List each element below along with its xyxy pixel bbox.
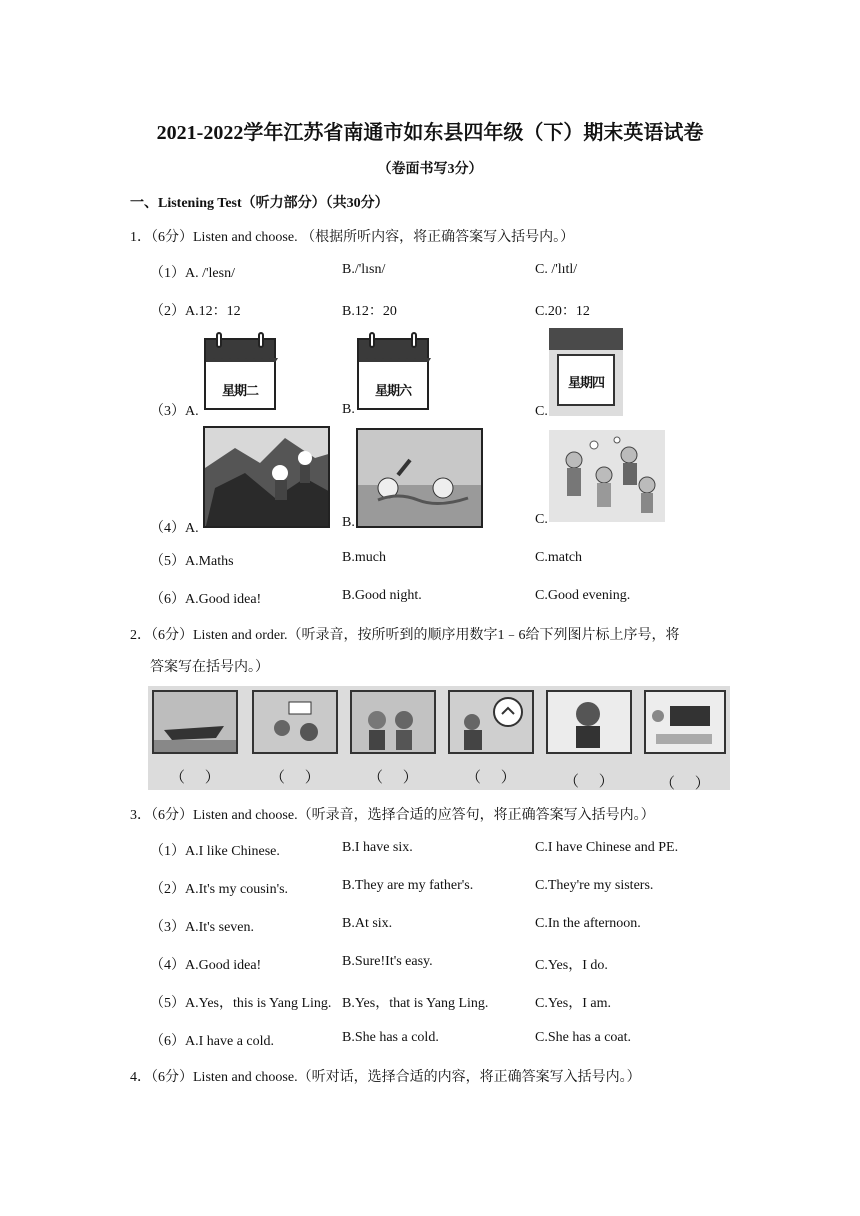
q3-row6-c: C.She has a coat.: [535, 1030, 632, 1045]
snowball-picture: [549, 430, 665, 522]
calendar-icon: [549, 328, 623, 416]
answer-blank[interactable]: （ ）: [270, 768, 320, 786]
q3-row1-c: C.I have Chinese and PE.: [535, 840, 679, 855]
q1-row3-b: B.: [342, 402, 355, 417]
question-1-heading: 1．（6分）Listen and choose. （根据所听内容，将正确答案写入括号内。）: [130, 230, 575, 245]
question-2-heading-cont: 答案写在括号内。）: [150, 660, 269, 675]
calendar-icon: [204, 338, 276, 410]
calendar-day-label: 星期二: [221, 384, 258, 399]
q3-row2-c: C.They're my sisters.: [535, 878, 654, 893]
classroom-picture: [644, 690, 726, 754]
q3-row3-a: （3）A.It's seven.: [150, 920, 255, 935]
section-heading: 一、Listening Test（听力部分）（共30分）: [130, 196, 389, 211]
q1-row4-a: （4）A.: [150, 521, 199, 536]
q1-row5-c: C.match: [535, 550, 583, 565]
question-4-heading: 4．（6分）Listen and choose.（听对话，选择合适的内容，将正确答案写入括号内。）: [130, 1070, 641, 1085]
q1-row1-b: B./'lısn/: [342, 262, 386, 277]
q3-row6-a: （6）A.I have a cold.: [150, 1034, 275, 1049]
friends-picture: [350, 690, 436, 754]
q1-row4-b: B.: [342, 515, 355, 530]
q3-row2-b: B.They are my father's.: [342, 878, 474, 893]
q3-row4-b: B.Sure!It's easy.: [342, 954, 433, 969]
page-subtitle: （卷面书写3分）: [377, 162, 483, 177]
boat-picture: [152, 690, 238, 754]
q1-row3-a: （3）A.: [150, 404, 199, 419]
q3-row3-c: C.In the afternoon.: [535, 916, 641, 931]
answer-blank[interactable]: （ ）: [660, 774, 710, 792]
question-3-heading: 3．（6分）Listen and choose.（听录音，选择合适的应答句，将正确答案写入括号内。）: [130, 808, 655, 823]
q3-row4-c: C.Yes，I do.: [535, 958, 608, 973]
q3-row3-b: B.At six.: [342, 916, 393, 931]
q3-row4-a: （4）A.Good idea!: [150, 958, 262, 973]
q1-row2-c: C.20：12: [535, 304, 590, 319]
q3-row1-b: B.I have six.: [342, 840, 413, 855]
calendar-icon: [357, 338, 429, 410]
q1-row2-a: （2）A.12：12: [150, 304, 241, 319]
answer-blank[interactable]: （ ）: [466, 768, 516, 786]
answer-blank[interactable]: （ ）: [368, 768, 418, 786]
q1-row6-b: B.Good night.: [342, 588, 422, 603]
q1-row1-a: （1）A. /'lesn/: [150, 266, 235, 281]
q1-row6-a: （6）A.Good idea!: [150, 592, 262, 607]
calendar-day-label: 星期四: [567, 376, 604, 391]
q3-row2-a: （2）A.It's my cousin's.: [150, 882, 289, 897]
sick-boy-picture: [546, 690, 632, 754]
question-2-heading: 2．（6分）Listen and order.（听录音，按所听到的顺序用数字1﹣6给下列图片标上序号，将: [130, 628, 680, 643]
answer-blank[interactable]: （ ）: [170, 768, 220, 786]
swimming-picture: [356, 428, 483, 528]
q1-row4-c: C.: [535, 512, 548, 527]
calendar-day-label: 星期六: [374, 384, 411, 399]
q1-row6-c: C.Good evening.: [535, 588, 631, 603]
q1-row5-a: （5）A.Maths: [150, 554, 234, 569]
q1-row1-c: C. /'lıtl/: [535, 262, 578, 277]
q3-row6-b: B.She has a cold.: [342, 1030, 439, 1045]
q3-row5-b: B.Yes，that is Yang Ling.: [342, 996, 489, 1011]
q1-row5-b: B.much: [342, 550, 386, 565]
q1-row3-c: C.: [535, 404, 548, 419]
q1-row2-b: B.12：20: [342, 304, 397, 319]
q3-row5-c: C.Yes，I am.: [535, 996, 611, 1011]
climbing-picture: [203, 426, 330, 528]
q3-row1-a: （1）A.I like Chinese.: [150, 844, 280, 859]
picture-strip: [148, 686, 730, 790]
answer-blank[interactable]: （ ）: [564, 772, 614, 790]
sign-picture: [252, 690, 338, 754]
q3-row5-a: （5）A.Yes，this is Yang Ling.: [150, 996, 332, 1011]
clock-picture: [448, 690, 534, 754]
page-title: 2021-2022学年江苏省南通市如东县四年级（下）期末英语试卷: [156, 122, 704, 144]
